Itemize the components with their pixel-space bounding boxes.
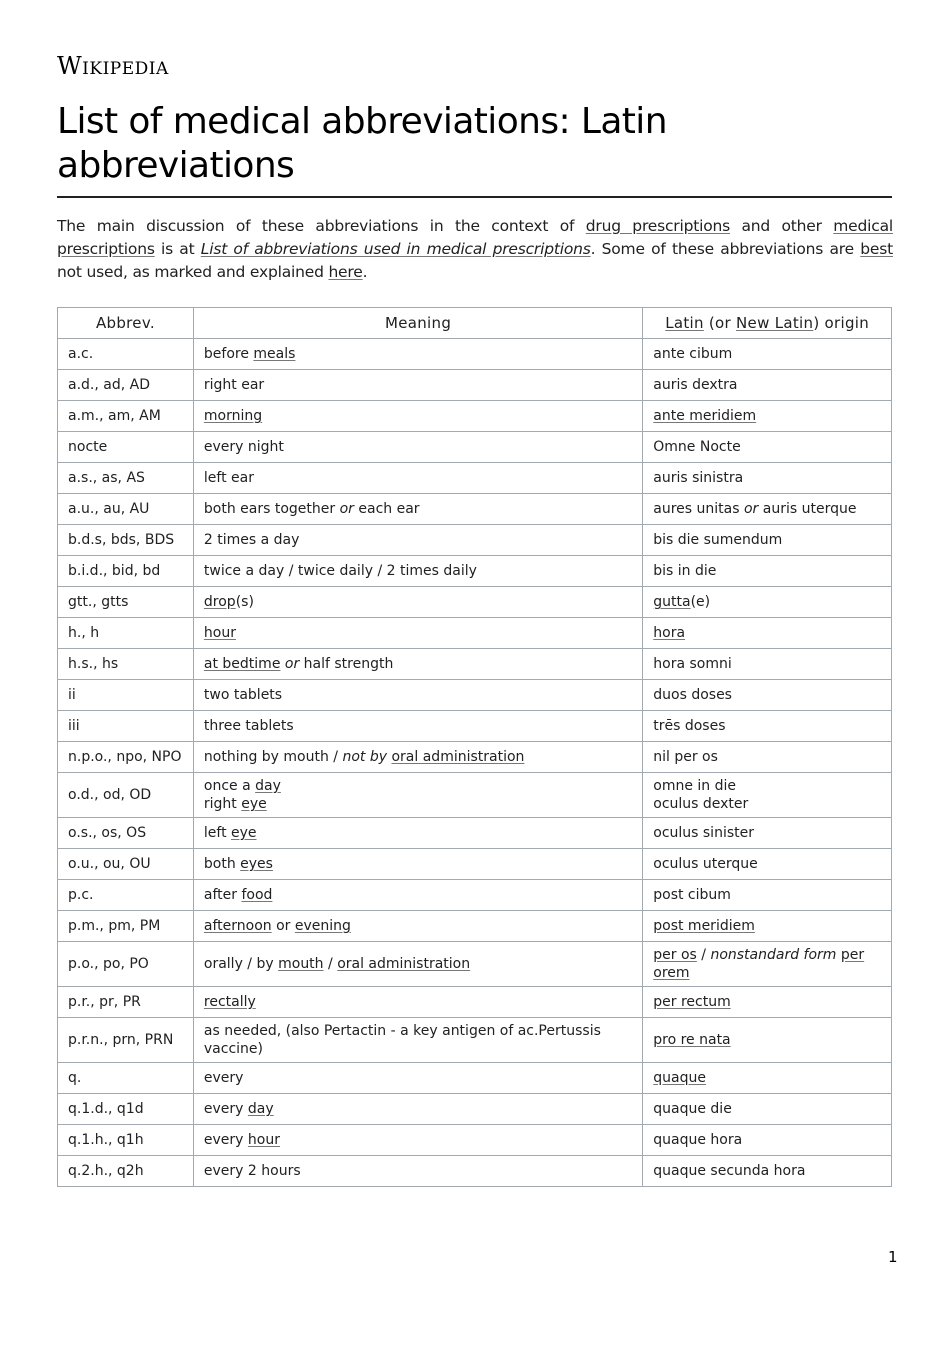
- table-row: [58, 880, 892, 911]
- meaning-cell: [193, 880, 642, 911]
- table-row: [58, 1063, 892, 1094]
- origin-cell: [643, 463, 892, 494]
- table-row: [58, 942, 892, 987]
- cell-link[interactable]: oral administration: [391, 749, 525, 765]
- here-link[interactable]: here: [328, 263, 363, 281]
- abbrev-cell: p.r., pr, PR: [58, 987, 194, 1018]
- table-row: [58, 618, 892, 649]
- origin-cell: [643, 649, 892, 680]
- best-link[interactable]: best: [860, 240, 893, 258]
- cell-text: (s): [235, 594, 254, 610]
- origin-cell: [643, 1063, 892, 1094]
- abbrev-cell: q.1.d., q1d: [58, 1094, 194, 1125]
- cell-link[interactable]: drop: [203, 594, 236, 610]
- table-row: [58, 818, 892, 849]
- origin-cell: [643, 742, 892, 773]
- origin-cell: [643, 494, 892, 525]
- header-origin-text: (or: [703, 314, 737, 332]
- cell-text: left: [203, 825, 232, 841]
- cell-text: trēs doses: [653, 718, 726, 734]
- cell-link[interactable]: quaque: [653, 1070, 706, 1086]
- cell-link[interactable]: per os: [653, 947, 697, 963]
- cell-text: quaque secunda hora: [653, 1163, 806, 1179]
- cell-text: hora somni: [653, 656, 732, 672]
- intro-text: and other: [730, 217, 834, 235]
- table-row: [58, 773, 892, 818]
- meaning-cell: [193, 618, 642, 649]
- table-row: [58, 649, 892, 680]
- cell-link[interactable]: rectally: [203, 994, 256, 1010]
- cell-emphasis: or: [284, 656, 300, 672]
- abbrev-cell: a.s., as, AS: [58, 463, 194, 494]
- table-row: [58, 911, 892, 942]
- origin-cell: [643, 1156, 892, 1187]
- meaning-cell: [193, 1125, 642, 1156]
- origin-cell: [643, 818, 892, 849]
- table-row: [58, 711, 892, 742]
- meaning-cell: [193, 1156, 642, 1187]
- meaning-cell: [193, 556, 642, 587]
- abbreviations-list-link[interactable]: List of abbreviations used in medical prescriptions: [200, 240, 591, 258]
- cell-link[interactable]: at bedtime: [203, 656, 281, 672]
- cell-link[interactable]: day: [247, 1101, 274, 1117]
- origin-cell: [643, 339, 892, 370]
- table-row: [58, 463, 892, 494]
- cell-link[interactable]: pro re nata: [653, 1032, 731, 1048]
- origin-cell: [643, 525, 892, 556]
- abbrev-cell: o.u., ou, OU: [58, 849, 194, 880]
- meaning-cell: [193, 987, 642, 1018]
- abbrev-cell: n.p.o., npo, NPO: [58, 742, 194, 773]
- cell-link[interactable]: per orem: [653, 947, 865, 981]
- cell-link[interactable]: meals: [253, 346, 296, 362]
- cell-text: aures unitas: [653, 501, 744, 517]
- cell-text: nothing by mouth /: [203, 749, 343, 765]
- cell-text: orally / by: [203, 956, 279, 972]
- cell-text: Omne Nocte: [653, 439, 741, 455]
- cell-text: duos doses: [653, 687, 732, 703]
- meaning-cell: [193, 1094, 642, 1125]
- cell-emphasis: not by: [342, 749, 388, 765]
- cell-link[interactable]: post meridiem: [653, 918, 755, 934]
- meaning-cell: [193, 742, 642, 773]
- cell-link[interactable]: evening: [294, 918, 351, 934]
- cell-text: right: [203, 796, 242, 812]
- meaning-cell: [193, 773, 642, 818]
- cell-text: twice a day / twice daily / 2 times daily: [203, 563, 477, 579]
- table-row: [58, 556, 892, 587]
- origin-cell: [643, 370, 892, 401]
- meaning-cell: [193, 370, 642, 401]
- cell-text: ante cibum: [653, 346, 733, 362]
- cell-text: left ear: [203, 470, 254, 486]
- page-title: List of medical abbreviations: Latin abbreviations: [57, 100, 892, 198]
- cell-emphasis: or: [743, 501, 759, 517]
- cell-link[interactable]: eye: [231, 825, 257, 841]
- origin-cell: [643, 911, 892, 942]
- cell-link[interactable]: food: [241, 887, 273, 903]
- cell-text: (e): [690, 594, 711, 610]
- cell-text: three tablets: [203, 718, 294, 734]
- cell-link[interactable]: per rectum: [653, 994, 731, 1010]
- cell-text: every: [203, 1132, 248, 1148]
- abbrev-cell: gtt., gtts: [58, 587, 194, 618]
- cell-text: both ears together: [203, 501, 340, 517]
- origin-cell: [643, 773, 892, 818]
- cell-text: before: [203, 346, 254, 362]
- table-header-row: [58, 308, 892, 339]
- cell-text: /: [696, 947, 711, 963]
- cell-text: auris sinistra: [653, 470, 744, 486]
- cell-text: 2 times a day: [203, 532, 300, 548]
- cell-text: post cibum: [653, 887, 731, 903]
- cell-text: both: [203, 856, 241, 872]
- origin-cell: [643, 680, 892, 711]
- meaning-cell: [193, 1018, 642, 1063]
- origin-cell: [643, 401, 892, 432]
- cell-link[interactable]: eye: [241, 796, 267, 812]
- table-row: [58, 525, 892, 556]
- table-row: [58, 494, 892, 525]
- origin-cell: [643, 880, 892, 911]
- table-row: [58, 1156, 892, 1187]
- table-row: [58, 587, 892, 618]
- meaning-cell: [193, 1063, 642, 1094]
- cell-text: /: [323, 956, 338, 972]
- table-row: [58, 1018, 892, 1063]
- meaning-cell: [193, 401, 642, 432]
- intro-text: . Some of these abbreviations are: [590, 240, 861, 258]
- intro-paragraph: [57, 215, 893, 284]
- table-row: [58, 742, 892, 773]
- abbrev-cell: o.d., od, OD: [58, 773, 194, 818]
- cell-text: every 2 hours: [203, 1163, 301, 1179]
- table-row: [58, 432, 892, 463]
- origin-cell: [643, 711, 892, 742]
- cell-text: quaque hora: [653, 1132, 743, 1148]
- cell-text: auris uterque: [758, 501, 857, 517]
- cell-link[interactable]: eyes: [240, 856, 273, 872]
- cell-text: auris dextra: [653, 377, 738, 393]
- cell-link[interactable]: day: [255, 778, 281, 794]
- medical-prescriptions-link[interactable]: medical prescriptions: [57, 217, 893, 258]
- wikipedia-logo[interactable]: Wikipedia: [57, 52, 169, 80]
- abbrev-cell: iii: [58, 711, 194, 742]
- meaning-cell: [193, 432, 642, 463]
- header-origin: [643, 308, 892, 339]
- cell-text: each ear: [353, 501, 420, 517]
- origin-cell: [643, 849, 892, 880]
- cell-text: or: [271, 918, 295, 934]
- cell-link[interactable]: oral administration: [337, 956, 471, 972]
- meaning-cell: [193, 849, 642, 880]
- meaning-cell: [193, 463, 642, 494]
- origin-cell: [643, 618, 892, 649]
- meaning-cell: [193, 680, 642, 711]
- abbrev-cell: p.c.: [58, 880, 194, 911]
- origin-cell: [643, 1125, 892, 1156]
- abbrev-cell: h., h: [58, 618, 194, 649]
- abbrev-cell: p.r.n., prn, PRN: [58, 1018, 194, 1063]
- meaning-cell: [193, 818, 642, 849]
- abbrev-cell: p.o., po, PO: [58, 942, 194, 987]
- abbrev-cell: a.m., am, AM: [58, 401, 194, 432]
- abbrev-cell: q.2.h., q2h: [58, 1156, 194, 1187]
- table-row: [58, 680, 892, 711]
- origin-cell: [643, 942, 892, 987]
- cell-text: bis die sumendum: [653, 532, 783, 548]
- cell-text: every night: [203, 439, 284, 455]
- table-row: [58, 339, 892, 370]
- meaning-cell: [193, 339, 642, 370]
- cell-text: bis in die: [653, 563, 717, 579]
- abbrev-cell: a.d., ad, AD: [58, 370, 194, 401]
- meaning-cell: [193, 587, 642, 618]
- meaning-cell: [193, 525, 642, 556]
- new-latin-link[interactable]: New Latin: [736, 314, 814, 332]
- cell-link[interactable]: morning: [203, 408, 263, 424]
- origin-cell: [643, 556, 892, 587]
- cell-text: once a: [203, 778, 256, 794]
- intro-text: .: [362, 263, 368, 281]
- abbrev-cell: a.u., au, AU: [58, 494, 194, 525]
- meaning-cell: [193, 649, 642, 680]
- cell-link[interactable]: mouth: [278, 956, 324, 972]
- cell-text: oculus sinister: [653, 825, 754, 841]
- header-meaning: Meaning: [193, 308, 642, 339]
- cell-text: omne in die: [653, 778, 736, 794]
- abbrev-cell: b.d.s, bds, BDS: [58, 525, 194, 556]
- cell-link[interactable]: gutta: [653, 594, 691, 610]
- meaning-cell: [193, 942, 642, 987]
- cell-text: after: [203, 887, 242, 903]
- abbrev-cell: h.s., hs: [58, 649, 194, 680]
- table-body: [58, 339, 892, 1187]
- abbrev-cell: b.i.d., bid, bd: [58, 556, 194, 587]
- cell-text: every: [203, 1070, 244, 1086]
- table-row: [58, 987, 892, 1018]
- table-row: [58, 849, 892, 880]
- cell-text: oculus dexter: [653, 796, 749, 812]
- abbreviations-table: [57, 307, 892, 1187]
- table-row: [58, 1125, 892, 1156]
- cell-emphasis: or: [339, 501, 354, 517]
- cell-link[interactable]: hour: [247, 1132, 280, 1148]
- intro-text: not used, as marked and explained: [57, 263, 329, 281]
- origin-cell: [643, 1018, 892, 1063]
- abbrev-cell: ii: [58, 680, 194, 711]
- latin-link[interactable]: Latin: [665, 314, 704, 332]
- intro-text: is at: [154, 240, 201, 258]
- meaning-cell: [193, 911, 642, 942]
- origin-cell: [643, 1094, 892, 1125]
- cell-text: oculus uterque: [653, 856, 758, 872]
- cell-text: half strength: [299, 656, 394, 672]
- cell-text: quaque die: [653, 1101, 732, 1117]
- table-row: [58, 1094, 892, 1125]
- origin-cell: [643, 987, 892, 1018]
- abbrev-cell: p.m., pm, PM: [58, 911, 194, 942]
- table-row: [58, 370, 892, 401]
- cell-text: nil per os: [653, 749, 718, 765]
- table-row: [58, 401, 892, 432]
- origin-cell: [643, 587, 892, 618]
- cell-link[interactable]: afternoon: [203, 918, 272, 934]
- cell-link[interactable]: hour: [203, 625, 236, 641]
- abbrev-cell: a.c.: [58, 339, 194, 370]
- abbrev-cell: q.: [58, 1063, 194, 1094]
- header-origin-text: ) origin: [813, 314, 870, 332]
- origin-cell: [643, 432, 892, 463]
- meaning-cell: [193, 494, 642, 525]
- abbrev-cell: o.s., os, OS: [58, 818, 194, 849]
- cell-link[interactable]: hora: [653, 625, 686, 641]
- meaning-cell: [193, 711, 642, 742]
- cell-text: every: [203, 1101, 248, 1117]
- cell-emphasis: nonstandard form: [710, 947, 837, 963]
- page-number: 1: [888, 1248, 898, 1266]
- cell-link[interactable]: ante meridiem: [653, 408, 757, 424]
- header-abbrev: Abbrev.: [58, 308, 194, 339]
- intro-text: The main discussion of these abbreviations in the context of: [57, 217, 586, 235]
- abbrev-cell: nocte: [58, 432, 194, 463]
- cell-text: as needed, (also Pertactin - a key antigen of ac.Pertussis vaccine): [203, 1023, 601, 1057]
- cell-text: two tablets: [203, 687, 283, 703]
- cell-text: right ear: [203, 377, 265, 393]
- abbrev-cell: q.1.h., q1h: [58, 1125, 194, 1156]
- drug-prescriptions-link[interactable]: drug prescriptions: [585, 217, 730, 235]
